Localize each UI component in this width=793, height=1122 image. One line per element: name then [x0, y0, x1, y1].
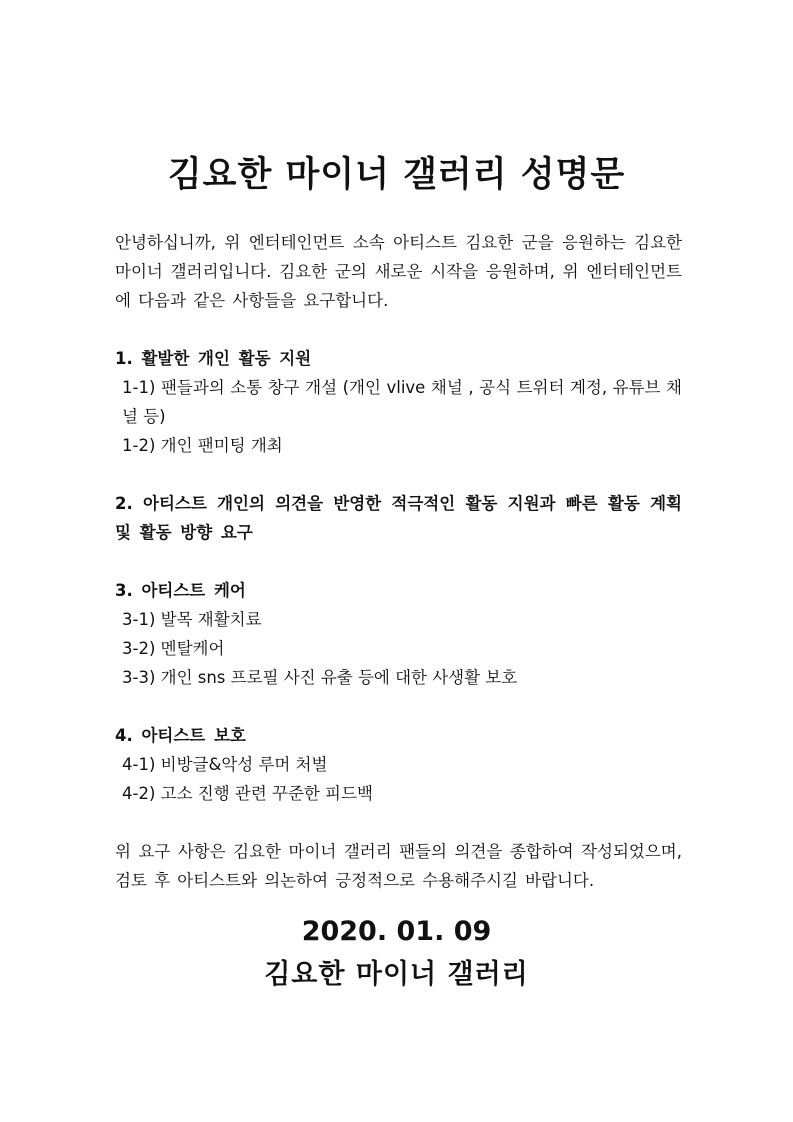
- list-item: 4-2) 고소 진행 관련 꾸준한 피드백: [122, 784, 373, 803]
- list-item: 1-1) 팬들과의 소통 창구 개설 (개인 vlive 채널 , 공식 트위터 계정, 유튜브 채널 등): [122, 378, 682, 426]
- section-heading: 4. 아티스트 보호: [115, 726, 246, 745]
- document-date: 2020. 01. 09: [301, 916, 492, 947]
- section-1: [115, 344, 682, 460]
- list-item: 3-1) 발목 재활치료: [122, 610, 262, 629]
- list-item: 3-3) 개인 sns 프로필 사진 유출 등에 대한 사생활 보호: [122, 668, 518, 687]
- list-item: 3-2) 멘탈케어: [122, 639, 225, 658]
- section-3: [115, 576, 682, 692]
- section-2: [115, 489, 682, 547]
- document-body: [115, 228, 682, 895]
- list-item: 1-2) 개인 팬미팅 개최: [122, 436, 283, 455]
- section-heading: 1. 활발한 개인 활동 지원: [115, 349, 312, 368]
- document-title: 김요한 마이너 갤러리 성명문: [167, 155, 626, 195]
- closing-block: [115, 837, 682, 895]
- section-4: [115, 721, 682, 808]
- intro-paragraph: 안녕하십니까, 위 엔터테인먼트 소속 아티스트 김요한 군을 응원하는 김요한 마이너 갤러리입니다. 김요한 군의 새로운 시작을 응원하며, 위 엔터테인먼트에 다음과 같은 사항들을 요구합니다.: [115, 233, 682, 310]
- section-heading: 2. 아티스트 개인의 의견을 반영한 적극적인 활동 지원과 빠른 활동 계획 및 활동 방향 요구: [115, 494, 682, 542]
- signature: 김요한 마이너 갤러리: [264, 959, 529, 990]
- section-heading: 3. 아티스트 케어: [115, 581, 246, 600]
- closing-paragraph: 위 요구 사항은 김요한 마이너 갤러리 팬들의 의견을 종합하여 작성되었으며, 검토 후 아티스트와 의논하여 긍정적으로 수용해주시길 바랍니다.: [115, 842, 682, 890]
- list-item: 4-1) 비방글&악성 루머 처벌: [122, 755, 328, 774]
